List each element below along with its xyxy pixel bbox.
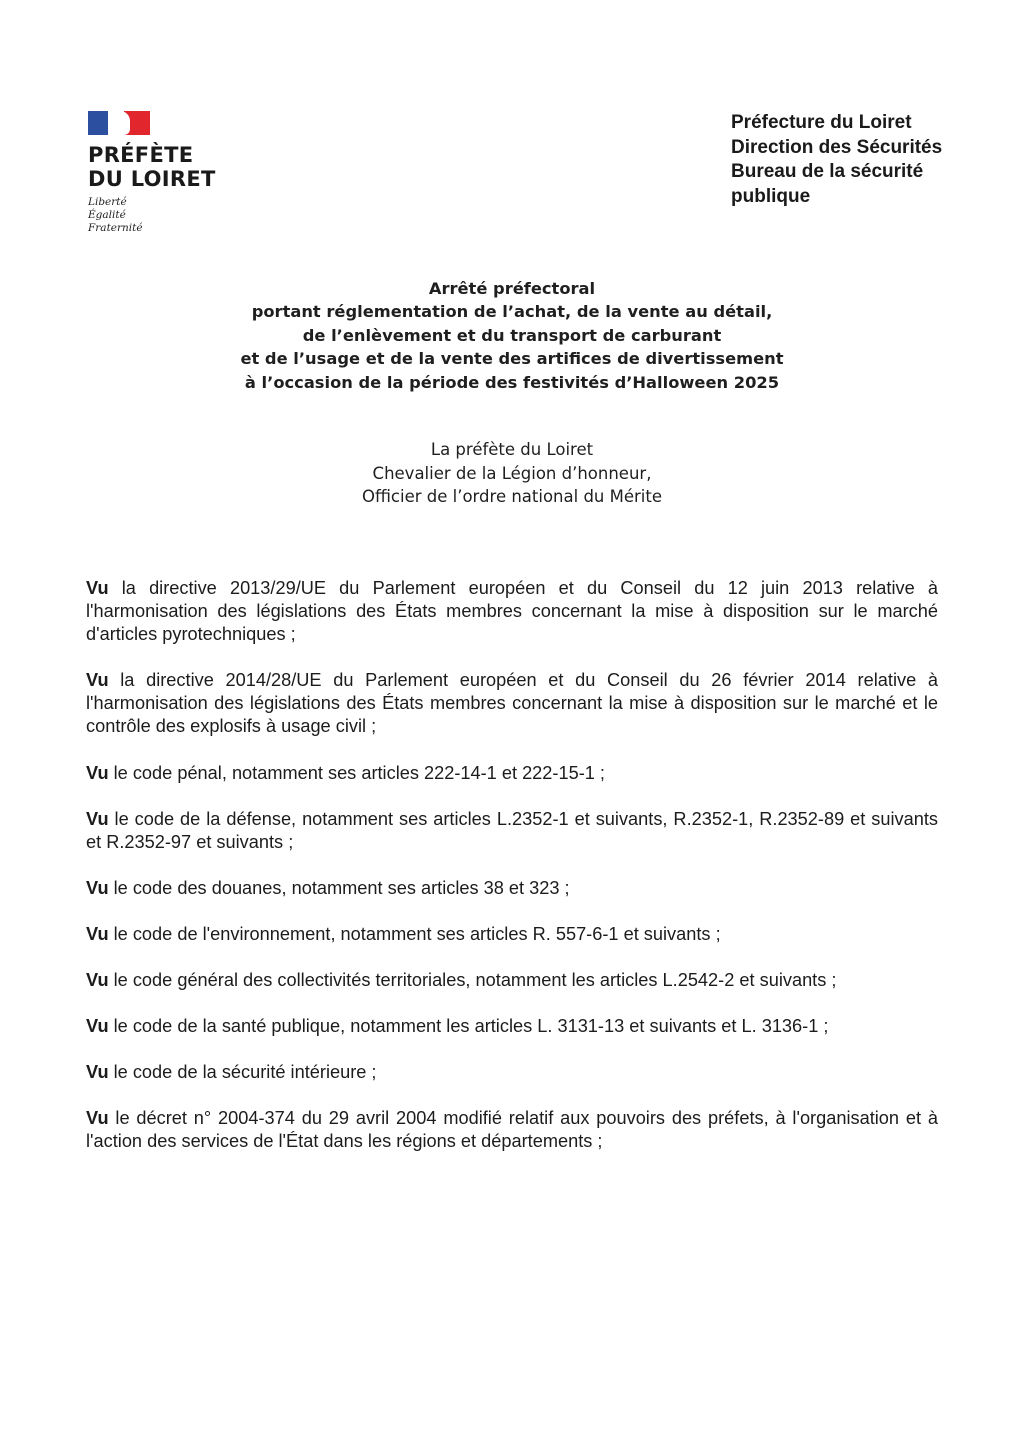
logo-title-line1: PRÉFÈTE xyxy=(88,143,194,167)
marianne-flag-icon xyxy=(88,111,150,135)
visa-text: le code de la santé publique, notamment les articles L. 3131-13 et suivants et L. 3136-1 ; xyxy=(108,1016,829,1037)
visa-prefix: Vu xyxy=(86,877,109,898)
title-line: Arrêté préfectoral xyxy=(428,279,596,298)
title-line: à l’occasion de la période des festivités d’Halloween 2025 xyxy=(244,372,780,392)
logo-title xyxy=(88,143,258,191)
authority-line: La préfète du Loiret xyxy=(430,440,594,459)
visa-paragraph xyxy=(86,669,938,738)
visa-text: le code de la défense, notamment ses articles L.2352-1 et suivants, R.2352-1, R.2352-89 et suivants et R.2352-97 et suivants ; xyxy=(86,808,938,852)
visa-paragraph xyxy=(86,808,938,854)
service-line: Bureau de la sécurité xyxy=(731,161,924,182)
visa-prefix: Vu xyxy=(86,762,109,783)
visa-paragraph xyxy=(86,1107,938,1153)
visa-paragraph xyxy=(86,969,938,992)
title-line: portant réglementation de l’achat, de la vente au détail, xyxy=(251,302,773,322)
visa-paragraph xyxy=(86,877,938,900)
authority-block xyxy=(0,438,1024,509)
visa-text: le code pénal, notamment ses articles 222-14-1 et 222-15-1 ; xyxy=(108,762,605,783)
visa-prefix: Vu xyxy=(86,578,109,598)
service-line: Préfecture du Loiret xyxy=(731,112,912,133)
logo-title-line2: DU LOIRET xyxy=(88,167,216,191)
visa-prefix: Vu xyxy=(86,970,109,991)
visa-text: le code de la sécurité intérieure ; xyxy=(108,1062,377,1083)
motto-egalite: Égalité xyxy=(88,209,126,221)
title-line: et de l’usage et de la vente des artifices de divertissement xyxy=(240,349,784,369)
visa-text: le décret n° 2004-374 du 29 avril 2004 modifié relatif aux pouvoirs des préfets, à l'organisation et à l'action des services de l'État dans les régions et départements ; xyxy=(86,1108,938,1152)
motto xyxy=(88,196,258,235)
visa-prefix: Vu xyxy=(86,670,109,691)
visa-text: la directive 2014/28/UE du Parlement européen et du Conseil du 26 février 2014 relative à l'harmonisation des législations des États membres concernant la mise à disposition sur le marché et le contrôle des explosifs à usage civil ; xyxy=(86,670,938,737)
visa-paragraph xyxy=(86,762,938,785)
service-line: Direction des Sécurités xyxy=(731,136,943,158)
visa-prefix: Vu xyxy=(86,1108,109,1129)
visa-paragraph xyxy=(86,577,938,646)
prefecture-logo xyxy=(88,111,258,235)
service-line: publique xyxy=(731,185,811,207)
issuing-service xyxy=(731,111,942,209)
visa-paragraph xyxy=(86,1015,938,1038)
visas-list xyxy=(86,577,938,1177)
visa-text: le code de l'environnement, notamment ses articles R. 557-6-1 et suivants ; xyxy=(108,923,721,944)
title-line: de l’enlèvement et du transport de carburant xyxy=(302,325,722,345)
visa-prefix: Vu xyxy=(86,1016,109,1037)
motto-fraternite: Fraternité xyxy=(88,222,143,234)
visa-text: le code des douanes, notamment ses articles 38 et 323 ; xyxy=(108,877,570,898)
visa-paragraph xyxy=(86,1061,938,1084)
authority-line: Chevalier de la Légion d’honneur, xyxy=(372,463,652,483)
authority-line: Officier de l’ordre national du Mérite xyxy=(361,487,663,506)
visa-prefix: Vu xyxy=(86,808,109,829)
document-title xyxy=(0,277,1024,394)
visa-prefix: Vu xyxy=(86,1062,109,1083)
motto-liberte: Liberté xyxy=(88,196,127,208)
visa-prefix: Vu xyxy=(86,923,109,944)
visa-text: la directive 2013/29/UE du Parlement européen et du Conseil du 12 juin 2013 relative à l'harmonisation des législations des États membres concernant la mise à disposition sur le marché d'articles pyrotechniques ; xyxy=(86,578,938,645)
visa-paragraph xyxy=(86,923,938,946)
visa-text: le code général des collectivités territoriales, notamment les articles L.2542-2 et suivants ; xyxy=(108,970,837,991)
